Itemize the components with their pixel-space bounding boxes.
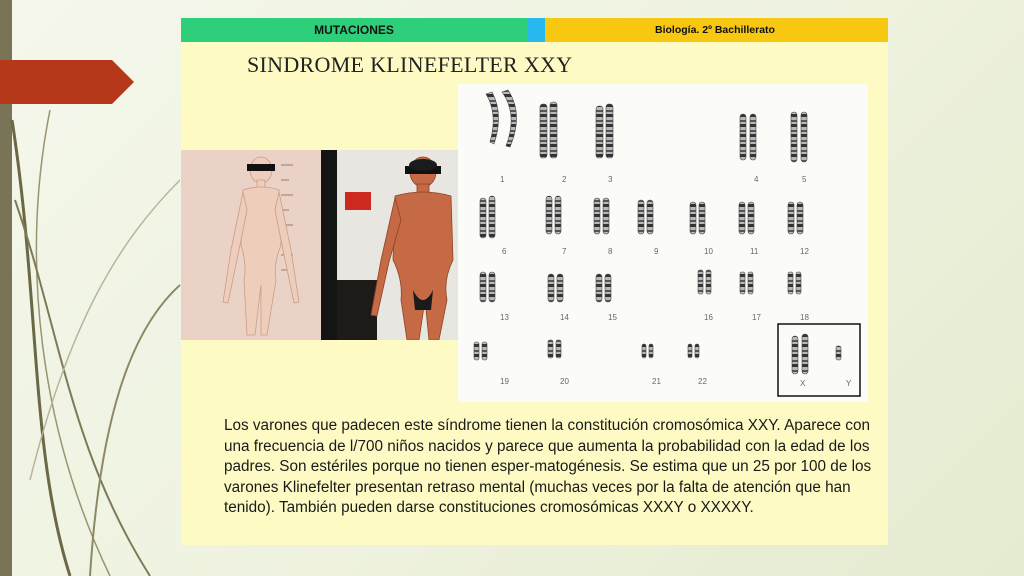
karyotype-pair-label: 14 — [560, 313, 569, 322]
karyotype-pair-label: 13 — [500, 313, 509, 322]
karyotype-pair-label: 15 — [608, 313, 617, 322]
patient-photos — [181, 150, 459, 340]
description-paragraph: Los varones que padecen este síndrome tienen la constitución cromosómica XXY. Aparece con una frecuencia de l/700 niños nacidos y parece que aumenta la probabilidad con la edad de los padres. Son estériles porque no tienen esper-matogénesis. Se estima que un 25 por 100 de los varones Klinefelter presentan retraso mental (muchas veces por la falta de atención que han tenido). También pueden darse constituciones cromosómicas XXXY o XXXXY. — [224, 417, 872, 517]
red-arrow-shape — [0, 60, 134, 104]
karyotype-pair-label: 4 — [754, 175, 759, 184]
karyotype-pair-label: 6 — [502, 247, 507, 256]
karyotype-image — [458, 84, 868, 402]
karyotype-pair-label: 7 — [562, 247, 567, 256]
header-course: Biología. 2º Bachillerato — [545, 18, 888, 42]
karyotype-pair-label: 10 — [704, 247, 713, 256]
karyotype-sex-label: Y — [846, 379, 852, 388]
karyotype-pair-label: 11 — [750, 247, 759, 256]
karyotype-pair-label: 20 — [560, 377, 569, 386]
karyotype-pair-label: 21 — [652, 377, 661, 386]
karyotype-pair-label: 9 — [654, 247, 659, 256]
karyotype-pair-label: 3 — [608, 175, 613, 184]
karyotype-pair-label: 12 — [800, 247, 809, 256]
karyotype-pair-label: 22 — [698, 377, 707, 386]
karyotype-pair-label: 16 — [704, 313, 713, 322]
karyotype-pair-label: 2 — [562, 175, 567, 184]
karyotype-sex-label: X — [800, 379, 806, 388]
karyotype-pair-label: 1 — [500, 175, 505, 184]
karyotype-pair-label: 5 — [802, 175, 807, 184]
karyotype-pair-label: 8 — [608, 247, 613, 256]
karyotype-pair-label: 18 — [800, 313, 809, 322]
slide-content — [181, 18, 888, 545]
header-divider — [527, 18, 545, 42]
header-subject: MUTACIONES — [181, 18, 527, 42]
karyotype-pair-label: 19 — [500, 377, 509, 386]
page-title: SINDROME KLINEFELTER XXY — [247, 52, 573, 77]
karyotype-pair-label: 17 — [752, 313, 761, 322]
